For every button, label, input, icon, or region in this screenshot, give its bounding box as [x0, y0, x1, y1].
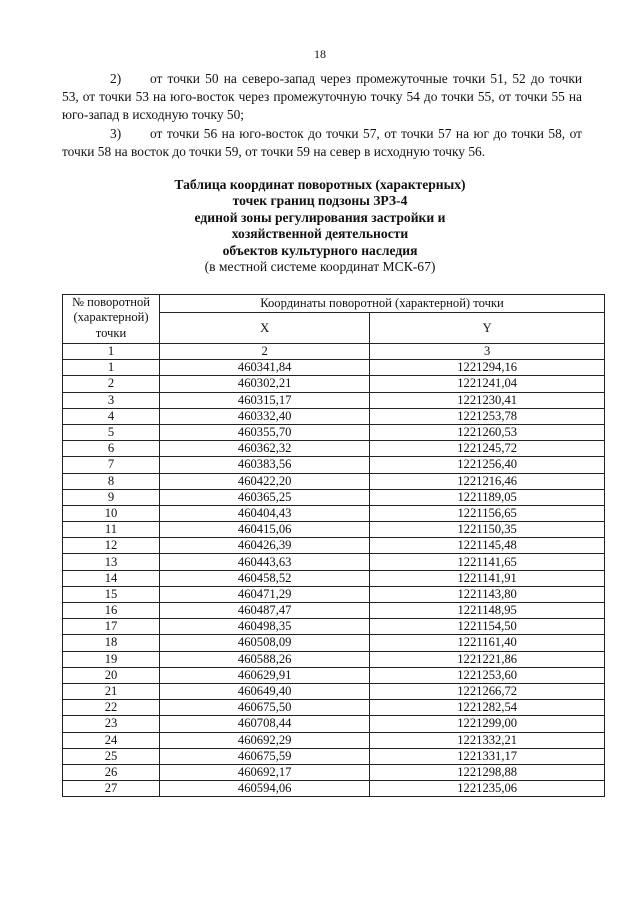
paragraph-3 [62, 125, 582, 161]
page-number: 18 [314, 47, 326, 61]
y-cell: 1221245,72 [370, 441, 605, 457]
y-cell: 1221298,88 [370, 764, 605, 780]
header-point-number: № поворотной (характерной) точки [63, 295, 160, 344]
table-row [63, 586, 605, 602]
header-x: X [160, 313, 370, 344]
y-cell: 1221282,54 [370, 700, 605, 716]
table-row [63, 441, 605, 457]
table-row [63, 489, 605, 505]
y-cell: 1221266,72 [370, 683, 605, 699]
point-number-cell: 27 [63, 781, 160, 797]
point-number-cell: 23 [63, 716, 160, 732]
x-cell: 460341,84 [160, 360, 370, 376]
x-cell: 460588,26 [160, 651, 370, 667]
index-cell: 1 [63, 344, 160, 360]
point-number-cell: 13 [63, 554, 160, 570]
x-cell: 460458,52 [160, 570, 370, 586]
table-row [63, 748, 605, 764]
point-number-cell: 19 [63, 651, 160, 667]
y-cell: 1221141,91 [370, 570, 605, 586]
point-number-cell: 10 [63, 505, 160, 521]
y-cell: 1221143,80 [370, 586, 605, 602]
index-cell: 2 [160, 344, 370, 360]
table-row [63, 538, 605, 554]
table-row [63, 732, 605, 748]
title-line: хозяйственной деятельности [231, 226, 409, 242]
point-number-cell: 22 [63, 700, 160, 716]
x-cell: 460443,63 [160, 554, 370, 570]
table-row [63, 683, 605, 699]
point-number-cell: 21 [63, 683, 160, 699]
y-cell: 1221230,41 [370, 392, 605, 408]
x-cell: 460675,50 [160, 700, 370, 716]
table-row [63, 603, 605, 619]
coordinates-table [62, 294, 605, 797]
header-coordinates: Координаты поворотной (характерной) точки [160, 295, 605, 313]
y-cell: 1221253,78 [370, 408, 605, 424]
x-cell: 460508,09 [160, 635, 370, 651]
y-cell: 1221294,16 [370, 360, 605, 376]
table-row [63, 570, 605, 586]
table-row [63, 424, 605, 440]
x-cell: 460692,29 [160, 732, 370, 748]
point-number-cell: 20 [63, 667, 160, 683]
x-cell: 460422,20 [160, 473, 370, 489]
table-row [63, 473, 605, 489]
paragraph-text: от точки 56 на юго-восток до точки 57, от точки 57 на юг до точки 58, от точки 58 на восток до точки 59, от точки 59 на север в исходную точку 56. [62, 126, 582, 160]
x-cell: 460471,29 [160, 586, 370, 602]
point-number-cell: 5 [63, 424, 160, 440]
y-cell: 1221235,06 [370, 781, 605, 797]
x-cell: 460355,70 [160, 424, 370, 440]
x-cell: 460383,56 [160, 457, 370, 473]
x-cell: 460315,17 [160, 392, 370, 408]
title-subline: (в местной системе координат МСК-67) [204, 259, 436, 275]
table-row [63, 764, 605, 780]
point-number-cell: 1 [63, 360, 160, 376]
point-number-cell: 12 [63, 538, 160, 554]
y-cell: 1221221,86 [370, 651, 605, 667]
x-cell: 460594,06 [160, 781, 370, 797]
point-number-cell: 14 [63, 570, 160, 586]
point-number-cell: 2 [63, 376, 160, 392]
x-cell: 460302,21 [160, 376, 370, 392]
table-row [63, 554, 605, 570]
y-cell: 1221145,48 [370, 538, 605, 554]
x-cell: 460708,44 [160, 716, 370, 732]
point-number-cell: 25 [63, 748, 160, 764]
point-number-cell: 7 [63, 457, 160, 473]
x-cell: 460332,40 [160, 408, 370, 424]
y-cell: 1221299,00 [370, 716, 605, 732]
x-cell: 460675,59 [160, 748, 370, 764]
title-line: точек границ подзоны ЗРЗ-4 [232, 193, 408, 209]
index-cell: 3 [370, 344, 605, 360]
point-number-cell: 18 [63, 635, 160, 651]
point-number-cell: 24 [63, 732, 160, 748]
title-line: единой зоны регулирования застройки и [194, 209, 446, 225]
table-row [63, 716, 605, 732]
table-row [63, 619, 605, 635]
table-row [63, 376, 605, 392]
point-number-cell: 3 [63, 392, 160, 408]
point-number-cell: 26 [63, 764, 160, 780]
table-row [63, 457, 605, 473]
y-cell: 1221150,35 [370, 522, 605, 538]
x-cell: 460649,40 [160, 683, 370, 699]
point-number-cell: 16 [63, 603, 160, 619]
point-number-cell: 4 [63, 408, 160, 424]
point-number-cell: 17 [63, 619, 160, 635]
x-cell: 460404,43 [160, 505, 370, 521]
table-row [63, 392, 605, 408]
table-row [63, 635, 605, 651]
paragraph-number: 2) [110, 71, 122, 86]
x-cell: 460692,17 [160, 764, 370, 780]
x-cell: 460362,32 [160, 441, 370, 457]
y-cell: 1221241,04 [370, 376, 605, 392]
point-number-cell: 9 [63, 489, 160, 505]
x-cell: 460365,25 [160, 489, 370, 505]
table-row [63, 408, 605, 424]
point-number-cell: 15 [63, 586, 160, 602]
y-cell: 1221189,05 [370, 489, 605, 505]
title-line: объектов культурного наследия [222, 242, 418, 258]
y-cell: 1221256,40 [370, 457, 605, 473]
paragraph-text: от точки 50 на северо-запад через промежуточные точки 51, 52 до точки 53, от точки 53 на юго-восток через промежуточную точку 54 до точки 55, от точки 55 на юго-запад в исходную точку 50; [62, 71, 582, 123]
y-cell: 1221332,21 [370, 732, 605, 748]
table-row [63, 700, 605, 716]
y-cell: 1221156,65 [370, 505, 605, 521]
table-row [63, 360, 605, 376]
y-cell: 1221161,40 [370, 635, 605, 651]
x-cell: 460498,35 [160, 619, 370, 635]
x-cell: 460426,39 [160, 538, 370, 554]
y-cell: 1221141,65 [370, 554, 605, 570]
y-cell: 1221253,60 [370, 667, 605, 683]
table-row [63, 522, 605, 538]
table-row [63, 505, 605, 521]
x-cell: 460629,91 [160, 667, 370, 683]
y-cell: 1221154,50 [370, 619, 605, 635]
table-row [63, 667, 605, 683]
index-row [63, 344, 605, 360]
point-number-cell: 6 [63, 441, 160, 457]
x-cell: 460487,47 [160, 603, 370, 619]
y-cell: 1221331,17 [370, 748, 605, 764]
point-number-cell: 8 [63, 473, 160, 489]
paragraph-number: 3) [110, 126, 122, 141]
y-cell: 1221260,53 [370, 424, 605, 440]
x-cell: 460415,06 [160, 522, 370, 538]
y-cell: 1221216,46 [370, 473, 605, 489]
y-cell: 1221148,95 [370, 603, 605, 619]
paragraph-2 [62, 70, 582, 125]
header-y: Y [370, 313, 605, 344]
title-line: Таблица координат поворотных (характерных) [174, 177, 466, 192]
table-title [0, 177, 640, 275]
table-row [63, 651, 605, 667]
table-row [63, 781, 605, 797]
point-number-cell: 11 [63, 522, 160, 538]
